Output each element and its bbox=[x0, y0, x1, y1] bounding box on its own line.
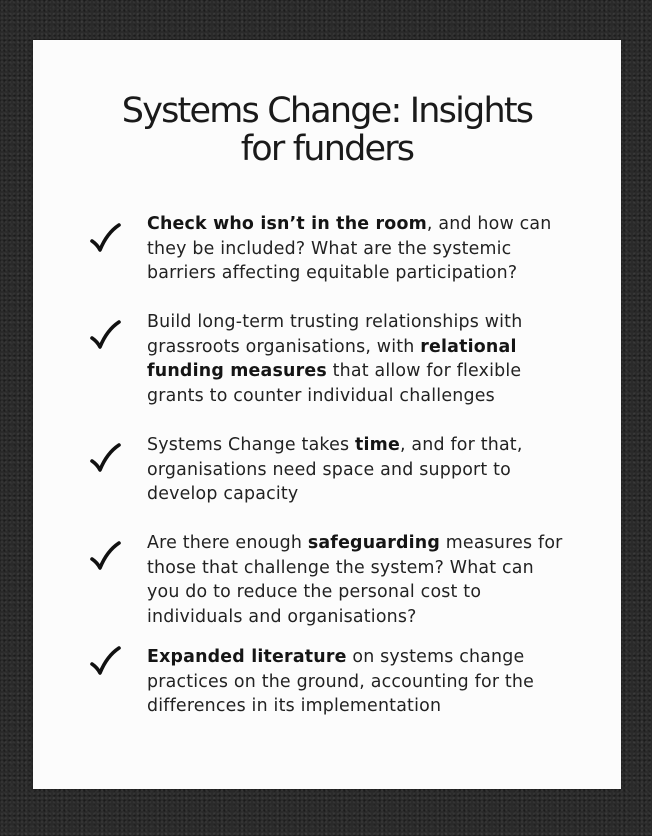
check-mark-icon bbox=[88, 645, 122, 679]
list-item-body: , and how can they be included? What are the systemic barriers affecting equitable participation? bbox=[147, 214, 552, 283]
list-item-body: measures for those that challenge the system? What can you do to reduce the personal cost to individuals and organisations? bbox=[147, 533, 563, 627]
list-item-text bbox=[147, 645, 572, 719]
list-item-bold: safeguarding bbox=[307, 533, 441, 553]
title-line-2: for funders bbox=[240, 129, 414, 169]
list-item-bold: time bbox=[354, 435, 400, 455]
list-item-body: that allow for flexible grants to counter individual challenges bbox=[147, 361, 522, 406]
list-item-body: , and for that, organisations need space and support to develop capacity bbox=[147, 435, 523, 504]
check-mark-icon bbox=[88, 442, 122, 476]
list-item-body: on systems change practices on the ground, accounting for the differences in its implementation bbox=[147, 647, 535, 716]
list-item-bold: Check who isn’t in the room bbox=[147, 214, 427, 234]
list-item-bold: relational funding measures bbox=[147, 336, 517, 381]
page-title bbox=[33, 92, 621, 168]
list-item-body: Systems Change takes bbox=[147, 435, 355, 455]
content-card bbox=[33, 40, 621, 789]
title-line-1: Systems Change: Insights bbox=[121, 91, 533, 131]
list-item-text bbox=[147, 310, 572, 408]
list-item-text bbox=[147, 212, 572, 286]
list-item-body: Build long-term trusting relationships with grassroots organisations, with bbox=[147, 312, 523, 357]
check-mark-icon bbox=[88, 222, 122, 256]
check-mark-icon bbox=[88, 540, 122, 574]
list-item-body: Are there enough bbox=[147, 533, 308, 553]
list-item-bold: Expanded literature bbox=[147, 647, 347, 667]
list-item-text bbox=[147, 531, 572, 629]
check-mark-icon bbox=[88, 319, 122, 353]
list-item-text bbox=[147, 433, 572, 507]
